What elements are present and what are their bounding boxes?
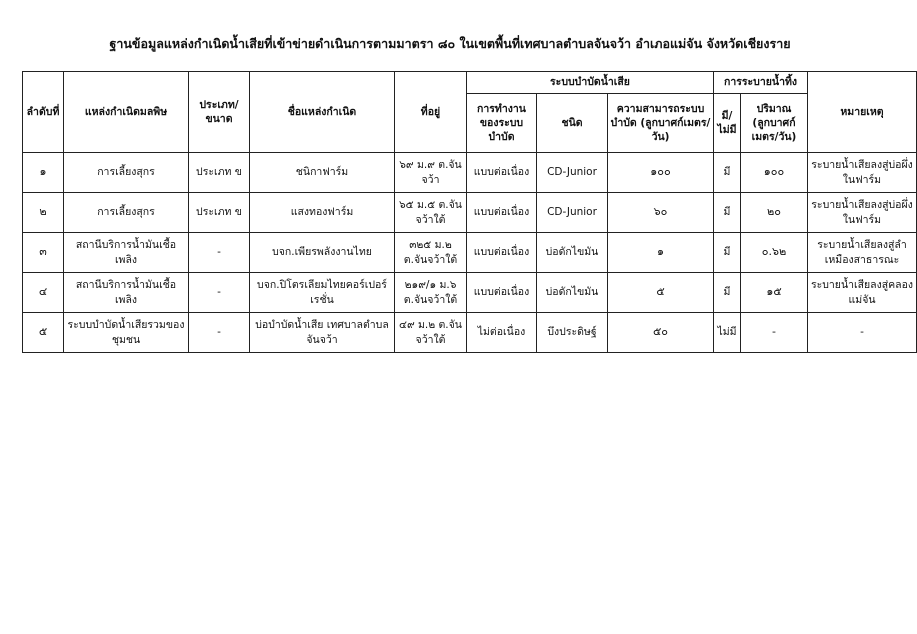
header-remark: หมายเหตุ bbox=[808, 72, 917, 153]
header-treatment-group: ระบบบำบัดน้ำเสีย bbox=[467, 72, 714, 94]
header-discharge-group: การระบายน้ำทิ้ง bbox=[714, 72, 808, 94]
table-row bbox=[23, 273, 917, 313]
cell-origin-name: บจก.ปิโตรเลียมไทยคอร์เปอร์เรชั่น bbox=[250, 273, 395, 313]
cell-address: ๒๑๙/๑ ม.๖ ต.จันจว้าใต้ bbox=[395, 273, 467, 313]
cell-no: ๓ bbox=[23, 233, 64, 273]
cell-address: ๓๒๕ ม.๒ ต.จันจว้าใต้ bbox=[395, 233, 467, 273]
cell-origin-name: ชนิกาฟาร์ม bbox=[250, 153, 395, 193]
table-row bbox=[23, 193, 917, 233]
cell-address: ๖๙ ม.๙ ต.จันจว้า bbox=[395, 153, 467, 193]
cell-remark: ระบายน้ำเสียลงสู่บ่อผึ่งในฟาร์ม bbox=[808, 153, 917, 193]
cell-capacity: ๑ bbox=[608, 233, 714, 273]
cell-no: ๒ bbox=[23, 193, 64, 233]
cell-operation: แบบต่อเนื่อง bbox=[467, 193, 537, 233]
header-no: ลำดับที่ bbox=[23, 72, 64, 153]
cell-kind: CD-Junior bbox=[537, 153, 608, 193]
cell-remark: ระบายน้ำเสียลงสู่บ่อผึ่งในฟาร์ม bbox=[808, 193, 917, 233]
header-origin-name: ชื่อแหล่งกำเนิด bbox=[250, 72, 395, 153]
cell-operation: ไม่ต่อเนื่อง bbox=[467, 313, 537, 353]
cell-no: ๑ bbox=[23, 153, 64, 193]
cell-origin-name: บ่อบำบัดน้ำเสีย เทศบาลตำบลจันจว้า bbox=[250, 313, 395, 353]
table-row bbox=[23, 313, 917, 353]
cell-has: มี bbox=[714, 153, 741, 193]
header-volume: ปริมาณ (ลูกบาศก์เมตร/วัน) bbox=[741, 94, 808, 153]
header-kind: ชนิด bbox=[537, 94, 608, 153]
cell-capacity: ๕ bbox=[608, 273, 714, 313]
cell-capacity: ๕๐ bbox=[608, 313, 714, 353]
cell-source: ระบบบำบัดน้ำเสียรวมของชุมชน bbox=[64, 313, 189, 353]
table-body bbox=[23, 153, 917, 353]
cell-type-size: ประเภท ข bbox=[189, 193, 250, 233]
cell-volume: ๑๐๐ bbox=[741, 153, 808, 193]
cell-address: ๔๙ ม.๒ ต.จันจว้าใต้ bbox=[395, 313, 467, 353]
cell-operation: แบบต่อเนื่อง bbox=[467, 273, 537, 313]
cell-type-size: - bbox=[189, 233, 250, 273]
cell-type-size: - bbox=[189, 273, 250, 313]
cell-operation: แบบต่อเนื่อง bbox=[467, 233, 537, 273]
cell-remark: - bbox=[808, 313, 917, 353]
table-row bbox=[23, 233, 917, 273]
cell-address: ๖๕ ม.๕ ต.จันจว้าใต้ bbox=[395, 193, 467, 233]
cell-no: ๔ bbox=[23, 273, 64, 313]
cell-kind: บ่อดักไขมัน bbox=[537, 233, 608, 273]
cell-type-size: - bbox=[189, 313, 250, 353]
cell-kind: CD-Junior bbox=[537, 193, 608, 233]
cell-source: การเลี้ยงสุกร bbox=[64, 153, 189, 193]
cell-volume: - bbox=[741, 313, 808, 353]
cell-capacity: ๑๐๐ bbox=[608, 153, 714, 193]
table-header bbox=[23, 72, 917, 153]
cell-type-size: ประเภท ข bbox=[189, 153, 250, 193]
header-operation: การทำงานของระบบบำบัด bbox=[467, 94, 537, 153]
header-source: แหล่งกำเนิดมลพิษ bbox=[64, 72, 189, 153]
cell-has: มี bbox=[714, 193, 741, 233]
cell-source: การเลี้ยงสุกร bbox=[64, 193, 189, 233]
header-capacity: ความสามารถระบบบำบัด (ลูกบาศก์เมตร/วัน) bbox=[608, 94, 714, 153]
cell-capacity: ๖๐ bbox=[608, 193, 714, 233]
cell-kind: บ่อดักไขมัน bbox=[537, 273, 608, 313]
cell-origin-name: บจก.เพียรพลังงานไทย bbox=[250, 233, 395, 273]
header-address: ที่อยู่ bbox=[395, 72, 467, 153]
page-title: ฐานข้อมูลแหล่งกำเนิดน้ำเสียที่เข้าข่ายดำเนินการตามมาตรา ๘๐ ในเขตพื้นที่เทศบาลตำบลจันจว้า อำเภอแม่จัน จังหวัดเชียงราย bbox=[109, 36, 791, 51]
pollution-source-table bbox=[22, 71, 917, 353]
cell-no: ๕ bbox=[23, 313, 64, 353]
cell-volume: ๐.๖๒ bbox=[741, 233, 808, 273]
cell-volume: ๑๕ bbox=[741, 273, 808, 313]
header-has: มี/ไม่มี bbox=[714, 94, 741, 153]
cell-operation: แบบต่อเนื่อง bbox=[467, 153, 537, 193]
cell-has: ไม่มี bbox=[714, 313, 741, 353]
cell-kind: บึงประดิษฐ์ bbox=[537, 313, 608, 353]
table-row bbox=[23, 153, 917, 193]
cell-volume: ๒๐ bbox=[741, 193, 808, 233]
cell-remark: ระบายน้ำเสียลงสู่ลำเหมืองสาธารณะ bbox=[808, 233, 917, 273]
header-type-size: ประเภท/ขนาด bbox=[189, 72, 250, 153]
cell-source: สถานีบริการน้ำมันเชื้อเพลิง bbox=[64, 273, 189, 313]
cell-remark: ระบายน้ำเสียลงสู่คลองแม่จัน bbox=[808, 273, 917, 313]
cell-origin-name: แสงทองฟาร์ม bbox=[250, 193, 395, 233]
cell-source: สถานีบริการน้ำมันเชื้อเพลิง bbox=[64, 233, 189, 273]
cell-has: มี bbox=[714, 233, 741, 273]
cell-has: มี bbox=[714, 273, 741, 313]
